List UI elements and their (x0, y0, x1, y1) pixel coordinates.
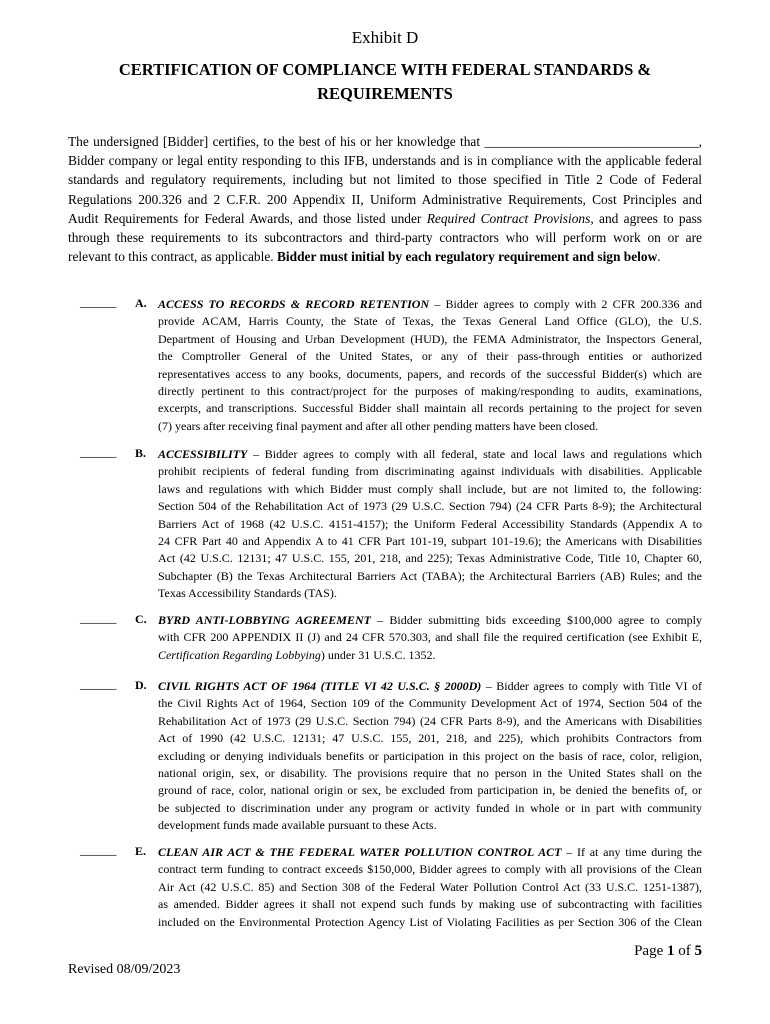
requirement-body (158, 446, 702, 603)
requirement-heading: CIVIL RIGHTS ACT OF 1964 (TITLE VI 42 U.S.C. § 2000D) (158, 679, 482, 693)
exhibit-label: Exhibit D (351, 28, 419, 47)
requirement-line: development funds made available pursuant to these Acts. (158, 818, 437, 833)
requirement-line: directly pertinent to this contract/project for the purposes of making/responding to audits, examinations, (158, 384, 702, 399)
requirement-line: Act of 1990 (42 U.S.C. 12131; 47 U.S.C. 155, 201, 218, and 225), which prohibits Contractors from (158, 731, 702, 746)
initial-blank[interactable]: ______ (80, 676, 116, 691)
requirement-letter: B. (135, 446, 147, 460)
requirement-line: the Comptroller General of the United States, or any of their pass-through entities or authorized (158, 349, 702, 364)
intro-line (68, 209, 702, 228)
requirement-line: contract term funding to contract exceeds $150,000, Bidder agrees to comply with all provisions of the Clean (158, 862, 702, 877)
intro-line (68, 247, 702, 266)
initial-blank[interactable]: ______ (80, 444, 116, 459)
requirement-letter: D. (135, 678, 147, 692)
requirement-line: laws and regulations with which Bidder must comply shall include, but are not limited to, the following: (158, 481, 702, 496)
requirement-body (158, 612, 702, 664)
intro-line: standards and regulatory requirements, including but not limited to those specified in Title 2 Code of Federal (68, 172, 702, 188)
intro-paragraph (68, 132, 702, 266)
document-title (70, 58, 700, 106)
title-line-2: REQUIREMENTS (317, 84, 453, 103)
intro-text: . (657, 249, 661, 265)
requirement-italic: Certification Regarding Lobbying (158, 647, 321, 662)
requirement-line: representatives access to any books, documents, papers, and records of the successful Bidder(s) which are (158, 366, 702, 381)
requirement-line: with CFR 200 APPENDIX II (J) and 24 CFR 570.303, and shall file the required certification (see Exhibit E, (158, 630, 702, 645)
revised-date: Revised 08/09/2023 (68, 962, 181, 977)
requirement-text: – Bidder agrees to comply with all federal, state and local laws and regulations which (247, 447, 702, 461)
requirement-line: included on the Environmental Protection Agency List of Violating Facilities as per Section 306 of the Clean (158, 914, 702, 929)
requirement-line: be subjected to discrimination under any program or activity funded in whole or in part with community (158, 800, 702, 815)
requirement-line (158, 446, 702, 463)
requirement-heading: CLEAN AIR ACT & THE FEDERAL WATER POLLUTION CONTROL ACT (158, 845, 562, 859)
requirement-text: – If at any time during the (561, 845, 703, 859)
intro-line: The undersigned [Bidder] certifies, to the best of his or her knowledge that ________________________________, (68, 134, 702, 149)
requirement-line: Barriers Act of 1968 (42 U.S.C. 4151-4157); the Uniform Federal Accessibility Standards (Appendix A to (158, 516, 702, 531)
requirement-line (158, 647, 702, 664)
requirement-line: Air Act (42 U.S.C. 85) and Section 308 of the Federal Water Pollution Control Act (33 U.S.C. 1251-1387), (158, 879, 702, 894)
requirement-line: Rehabilitation Act of 1973 (29 U.S.C. Section 794) (24 CFR Parts 8-9), and the Americans with Disabilities (158, 713, 702, 728)
requirement-line (158, 678, 702, 695)
page-number (634, 943, 702, 960)
title-line-1: CERTIFICATION OF COMPLIANCE WITH FEDERAL STANDARDS & (118, 60, 652, 79)
intro-bold-instruction: Bidder must initial by each regulatory requirement and sign below (276, 249, 658, 265)
intro-italic: Required Contract Provisions (426, 210, 591, 226)
requirement-line: Department of Housing and Urban Development (HUD), the FEMA Administrator, the Inspectors General, (158, 331, 702, 346)
requirement-heading: BYRD ANTI-LOBBYING AGREEMENT (158, 613, 371, 627)
page-label: Page (634, 943, 667, 959)
requirement-heading: ACCESSIBILITY (158, 447, 248, 461)
requirement-letter: C. (135, 612, 147, 626)
intro-line: Regulations 200.326 and 2 C.F.R. 200 Appendix II, Uniform Administrative Requirements, Cost Principles and (68, 191, 702, 207)
requirement-line: prohibit recipients of federal funding from discriminating against individuals with disabilities. Applicable (158, 464, 702, 479)
requirement-heading: ACCESS TO RECORDS & RECORD RETENTION (158, 297, 430, 311)
requirement-line: Section 504 of the Rehabilitation Act of 1973 (29 U.S.C. Section 794) (24 CFR Parts 8-9); the Architectural (158, 499, 702, 514)
requirement-letter: A. (135, 296, 147, 310)
requirement-line (158, 296, 702, 313)
requirement-line: (7) years after receiving final payment and after all other pending matters have been closed. (158, 418, 599, 433)
initial-blank[interactable]: ______ (80, 842, 116, 857)
initial-blank[interactable]: ______ (80, 610, 116, 625)
requirement-line (158, 844, 702, 861)
requirement-line: ground of race, color, national origin or sex, be excluded from participation in, be denied the benefits of, or (158, 783, 702, 798)
requirement-line: excluding or denying individuals benefits or participation in this project on the basis of race, color, religion, (158, 748, 702, 763)
intro-text: , and agrees to pass (590, 210, 702, 226)
page-current: 1 (667, 943, 675, 959)
requirement-text: – Bidder submitting bids exceeding $100,000 agree to comply (370, 613, 702, 627)
requirement-line: Subchapter (B) the Texas Architectural Barriers Act (TABA); the Architectural Barriers (AB) Rules; and the (158, 568, 702, 583)
requirement-line: national origin, sex, or disability. The provisions require that no person in the United States shall on the (158, 766, 702, 781)
initial-blank[interactable]: ______ (80, 294, 116, 309)
page-of: of (674, 943, 695, 959)
requirement-letter: E. (135, 844, 147, 858)
requirement-line (158, 612, 702, 629)
requirement-text: – Bidder agrees to comply with 2 CFR 200.336 and (429, 297, 703, 311)
page-total: 5 (694, 943, 702, 959)
requirement-text: ) under 31 U.S.C. 1352. (320, 647, 436, 662)
intro-text: Audit Requirements for Federal Awards, and those listed under (68, 210, 427, 226)
intro-line: Bidder company or legal entity responding to this IFB, understands and is in compliance with the applicable federal (68, 153, 702, 169)
requirement-line: as amended. Bidder agrees it shall not expend such funds by making use of subcontracting with facilities (158, 897, 702, 912)
requirement-line: the Civil Rights Act of 1964, Section 109 of the Community Development Act of 1974, Section 504 of the (158, 696, 702, 711)
requirement-line: 24 CFR Part 40 and Appendix A to 41 CFR Part 101-19, subpart 101-19.6); the Americans with Disabilities (158, 534, 702, 549)
intro-text: relevant to this contract, as applicable. (68, 249, 277, 265)
requirement-line: provide ACAM, Harris County, the State of Texas, the Texas General Land Office (GLO), the U.S. (158, 314, 702, 329)
requirement-body (158, 678, 702, 835)
requirement-body (158, 844, 702, 931)
requirement-body (158, 296, 702, 435)
requirement-text: – Bidder agrees to comply with Title VI of (481, 679, 702, 693)
intro-line: through these requirements to its subcontractors and third-party contractors who will perform work on or are (68, 230, 702, 246)
requirement-line: excerpts, and transcriptions. Successful Bidder shall maintain all records pertaining to the project for seven (158, 401, 702, 416)
requirement-line: Texas Accessibility Standards (TAS). (158, 586, 337, 601)
requirement-line: Act (42 U.S.C. 12131; 47 U.S.C. 155, 201, 218, and 225); Texas Administrative Code, Title 10, Chapter 60, (158, 551, 702, 566)
